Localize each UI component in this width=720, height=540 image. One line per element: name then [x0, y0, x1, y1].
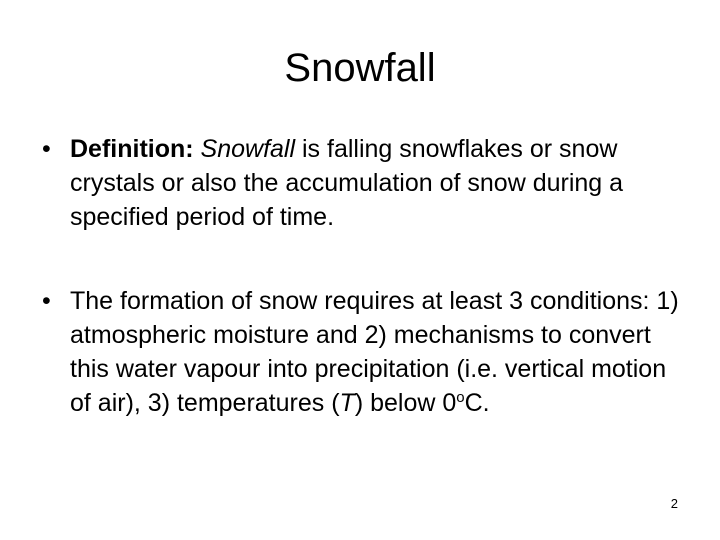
bullet-marker: •: [42, 287, 51, 315]
bullet-list-definition: [42, 132, 682, 234]
formation-text-after: ) below 0: [354, 389, 457, 417]
page-number: 2: [670, 496, 678, 511]
slide-title: Snowfall: [284, 46, 436, 90]
definition-text: is falling snowflakes or snow crystals or also the accumulation of snow during a specified period of time.: [70, 135, 624, 231]
formation-text-before: The formation of snow requires at least 3 conditions: 1) atmospheric moisture and 2) mechanisms to convert this water vapour into precipitation (i.e. vertical motion of air), 3) temperatures (: [70, 287, 679, 417]
degree-superscript: o: [456, 389, 465, 406]
temperature-symbol: T: [339, 389, 355, 417]
bullet-marker: •: [42, 135, 51, 163]
definition-italic-word: Snowfall: [200, 135, 296, 163]
bullet-list-formation: [42, 284, 682, 424]
definition-term: Definition:: [70, 135, 194, 163]
definition-space: [194, 135, 201, 163]
bullet-definition: [42, 132, 682, 234]
celsius-unit: C.: [464, 389, 490, 417]
bullet-formation: [42, 284, 682, 424]
